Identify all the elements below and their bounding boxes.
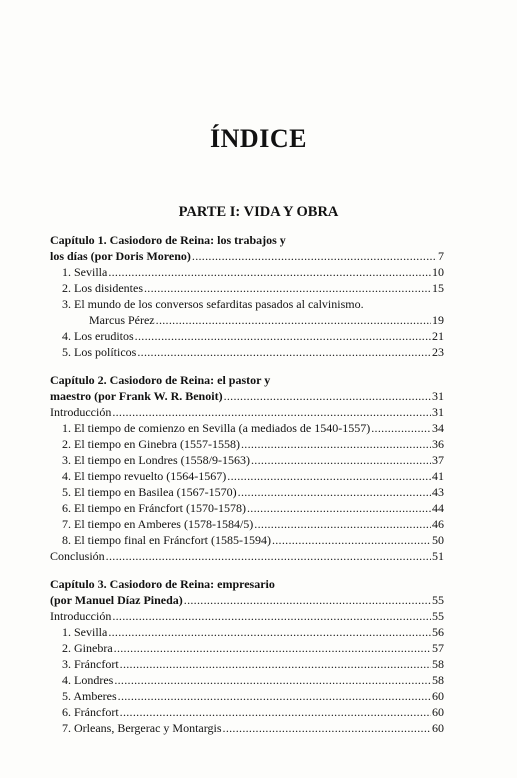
page-number: 55 bbox=[432, 609, 444, 623]
toc-entry[interactable] bbox=[50, 280, 444, 296]
page-number: 34 bbox=[432, 421, 444, 435]
toc-entry[interactable] bbox=[50, 452, 444, 468]
chapter-1 bbox=[50, 232, 444, 360]
leader-dots bbox=[118, 688, 431, 704]
entry-label: 7. El tiempo en Amberes (1578-1584/5) bbox=[62, 517, 254, 531]
leader-dots bbox=[114, 640, 431, 656]
toc-entry[interactable] bbox=[50, 704, 444, 720]
toc-entry[interactable] bbox=[50, 344, 444, 360]
entry-label: 2. Los disidentes bbox=[62, 281, 143, 295]
entry-label: 1. El tiempo de comienzo en Sevilla (a mediados de 1540-1557) bbox=[62, 421, 371, 435]
leader-dots bbox=[241, 436, 431, 452]
page-number: 19 bbox=[432, 313, 444, 327]
page-number: 21 bbox=[432, 329, 444, 343]
toc-entry[interactable] bbox=[50, 656, 444, 672]
toc-entry[interactable] bbox=[50, 672, 444, 688]
leader-dots bbox=[227, 468, 431, 484]
toc-entry[interactable] bbox=[50, 624, 444, 640]
toc-entry[interactable] bbox=[50, 532, 444, 548]
chapter-heading: Capítulo 1. Casiodoro de Reina: los trabajos y bbox=[50, 233, 286, 247]
chapter-heading-end: (por Manuel Díaz Pineda) bbox=[50, 593, 183, 607]
entry-label: Introducción bbox=[50, 609, 112, 623]
leader-dots bbox=[120, 704, 431, 720]
leader-dots bbox=[224, 388, 431, 404]
page-number: 51 bbox=[432, 549, 444, 563]
toc-entry[interactable] bbox=[50, 468, 444, 484]
toc-entry[interactable] bbox=[50, 548, 444, 564]
page-number: 7 bbox=[438, 249, 444, 263]
entry-label: 1. Sevilla bbox=[62, 265, 108, 279]
page-number: 41 bbox=[432, 469, 444, 483]
leader-dots bbox=[120, 656, 431, 672]
entry-label: 4. El tiempo revuelto (1564-1567) bbox=[62, 469, 227, 483]
toc-entry[interactable] bbox=[50, 388, 444, 404]
toc-entry[interactable] bbox=[50, 264, 444, 280]
entry-label: 6. Fráncfort bbox=[62, 705, 119, 719]
page-number: 58 bbox=[432, 673, 444, 687]
page-number: 31 bbox=[432, 389, 444, 403]
entry-label: 1. Sevilla bbox=[62, 625, 108, 639]
page-number: 46 bbox=[432, 517, 444, 531]
entry-label: 4. Londres bbox=[62, 673, 114, 687]
leader-dots bbox=[108, 624, 431, 640]
leader-dots bbox=[156, 312, 431, 328]
entry-label: 5. El tiempo en Basilea (1567-1570) bbox=[62, 485, 237, 499]
toc-entry[interactable] bbox=[50, 516, 444, 532]
leader-dots bbox=[135, 328, 431, 344]
toc-entry[interactable] bbox=[50, 404, 444, 420]
page-number: 56 bbox=[432, 625, 444, 639]
page-number: 58 bbox=[432, 657, 444, 671]
leader-dots bbox=[371, 420, 431, 436]
toc-entry[interactable] bbox=[50, 328, 444, 344]
toc-entry[interactable] bbox=[50, 720, 444, 736]
leader-dots bbox=[184, 592, 431, 608]
entry-label: 3. Fráncfort bbox=[62, 657, 119, 671]
entry-label: 3. El mundo de los conversos sefarditas pasados al calvinismo. bbox=[62, 297, 364, 311]
toc-entry[interactable] bbox=[50, 248, 444, 264]
page-number: 60 bbox=[432, 705, 444, 719]
page-number: 60 bbox=[432, 721, 444, 735]
leader-dots bbox=[247, 500, 431, 516]
page-number: 31 bbox=[432, 405, 444, 419]
leader-dots bbox=[192, 248, 437, 264]
leader-dots bbox=[112, 608, 431, 624]
page-title: ÍNDICE bbox=[210, 124, 307, 153]
page-number: 10 bbox=[432, 265, 444, 279]
toc-entry[interactable] bbox=[50, 608, 444, 624]
page-number: 37 bbox=[432, 453, 444, 467]
toc-entry[interactable] bbox=[50, 436, 444, 452]
chapter-heading-end: los días (por Doris Moreno) bbox=[50, 249, 191, 263]
entry-label: 4. Los eruditos bbox=[62, 329, 134, 343]
page-number: 50 bbox=[432, 533, 444, 547]
page-number: 60 bbox=[432, 689, 444, 703]
page-number: 57 bbox=[432, 641, 444, 655]
leader-dots bbox=[251, 452, 431, 468]
table-of-contents bbox=[50, 232, 444, 748]
page-number: 55 bbox=[432, 593, 444, 607]
page-number: 36 bbox=[432, 437, 444, 451]
leader-dots bbox=[272, 532, 431, 548]
toc-entry[interactable] bbox=[50, 312, 444, 328]
toc-entry[interactable] bbox=[50, 420, 444, 436]
entry-label: 5. Los políticos bbox=[62, 345, 137, 359]
leader-dots bbox=[223, 720, 431, 736]
toc-entry[interactable] bbox=[50, 500, 444, 516]
entry-label: 3. El tiempo en Londres (1558/9-1563) bbox=[62, 453, 250, 467]
entry-label: Introducción bbox=[50, 405, 112, 419]
entry-label-continued: Marcus Pérez bbox=[89, 313, 155, 327]
leader-dots bbox=[254, 516, 431, 532]
part-title: PARTE I: VIDA Y OBRA bbox=[178, 204, 339, 220]
page-number: 43 bbox=[432, 485, 444, 499]
toc-entry[interactable] bbox=[50, 688, 444, 704]
toc-entry[interactable] bbox=[50, 592, 444, 608]
leader-dots bbox=[114, 672, 431, 688]
chapter-heading: Capítulo 3. Casiodoro de Reina: empresario bbox=[50, 577, 275, 591]
chapter-2 bbox=[50, 372, 444, 564]
toc-entry[interactable] bbox=[50, 640, 444, 656]
leader-dots bbox=[137, 344, 431, 360]
leader-dots bbox=[144, 280, 431, 296]
chapter-heading: Capítulo 2. Casiodoro de Reina: el pastor y bbox=[50, 373, 271, 387]
chapter-heading-end: maestro (por Frank W. R. Benoit) bbox=[50, 389, 223, 403]
leader-dots bbox=[106, 548, 431, 564]
entry-label: 2. Ginebra bbox=[62, 641, 113, 655]
entry-label: Conclusión bbox=[50, 549, 105, 563]
entry-label: 5. Amberes bbox=[62, 689, 117, 703]
page-number: 23 bbox=[432, 345, 444, 359]
entry-label: 6. El tiempo en Fráncfort (1570-1578) bbox=[62, 501, 246, 515]
chapter-3 bbox=[50, 576, 444, 736]
page-number: 15 bbox=[432, 281, 444, 295]
toc-entry[interactable] bbox=[50, 484, 444, 500]
page-number: 44 bbox=[432, 501, 444, 515]
entry-label: 8. El tiempo final en Fráncfort (1585-1594) bbox=[62, 533, 271, 547]
entry-label: 7. Orleans, Bergerac y Montargis bbox=[62, 721, 222, 735]
leader-dots bbox=[238, 484, 431, 500]
entry-label: 2. El tiempo en Ginebra (1557-1558) bbox=[62, 437, 240, 451]
leader-dots bbox=[112, 404, 431, 420]
leader-dots bbox=[108, 264, 431, 280]
